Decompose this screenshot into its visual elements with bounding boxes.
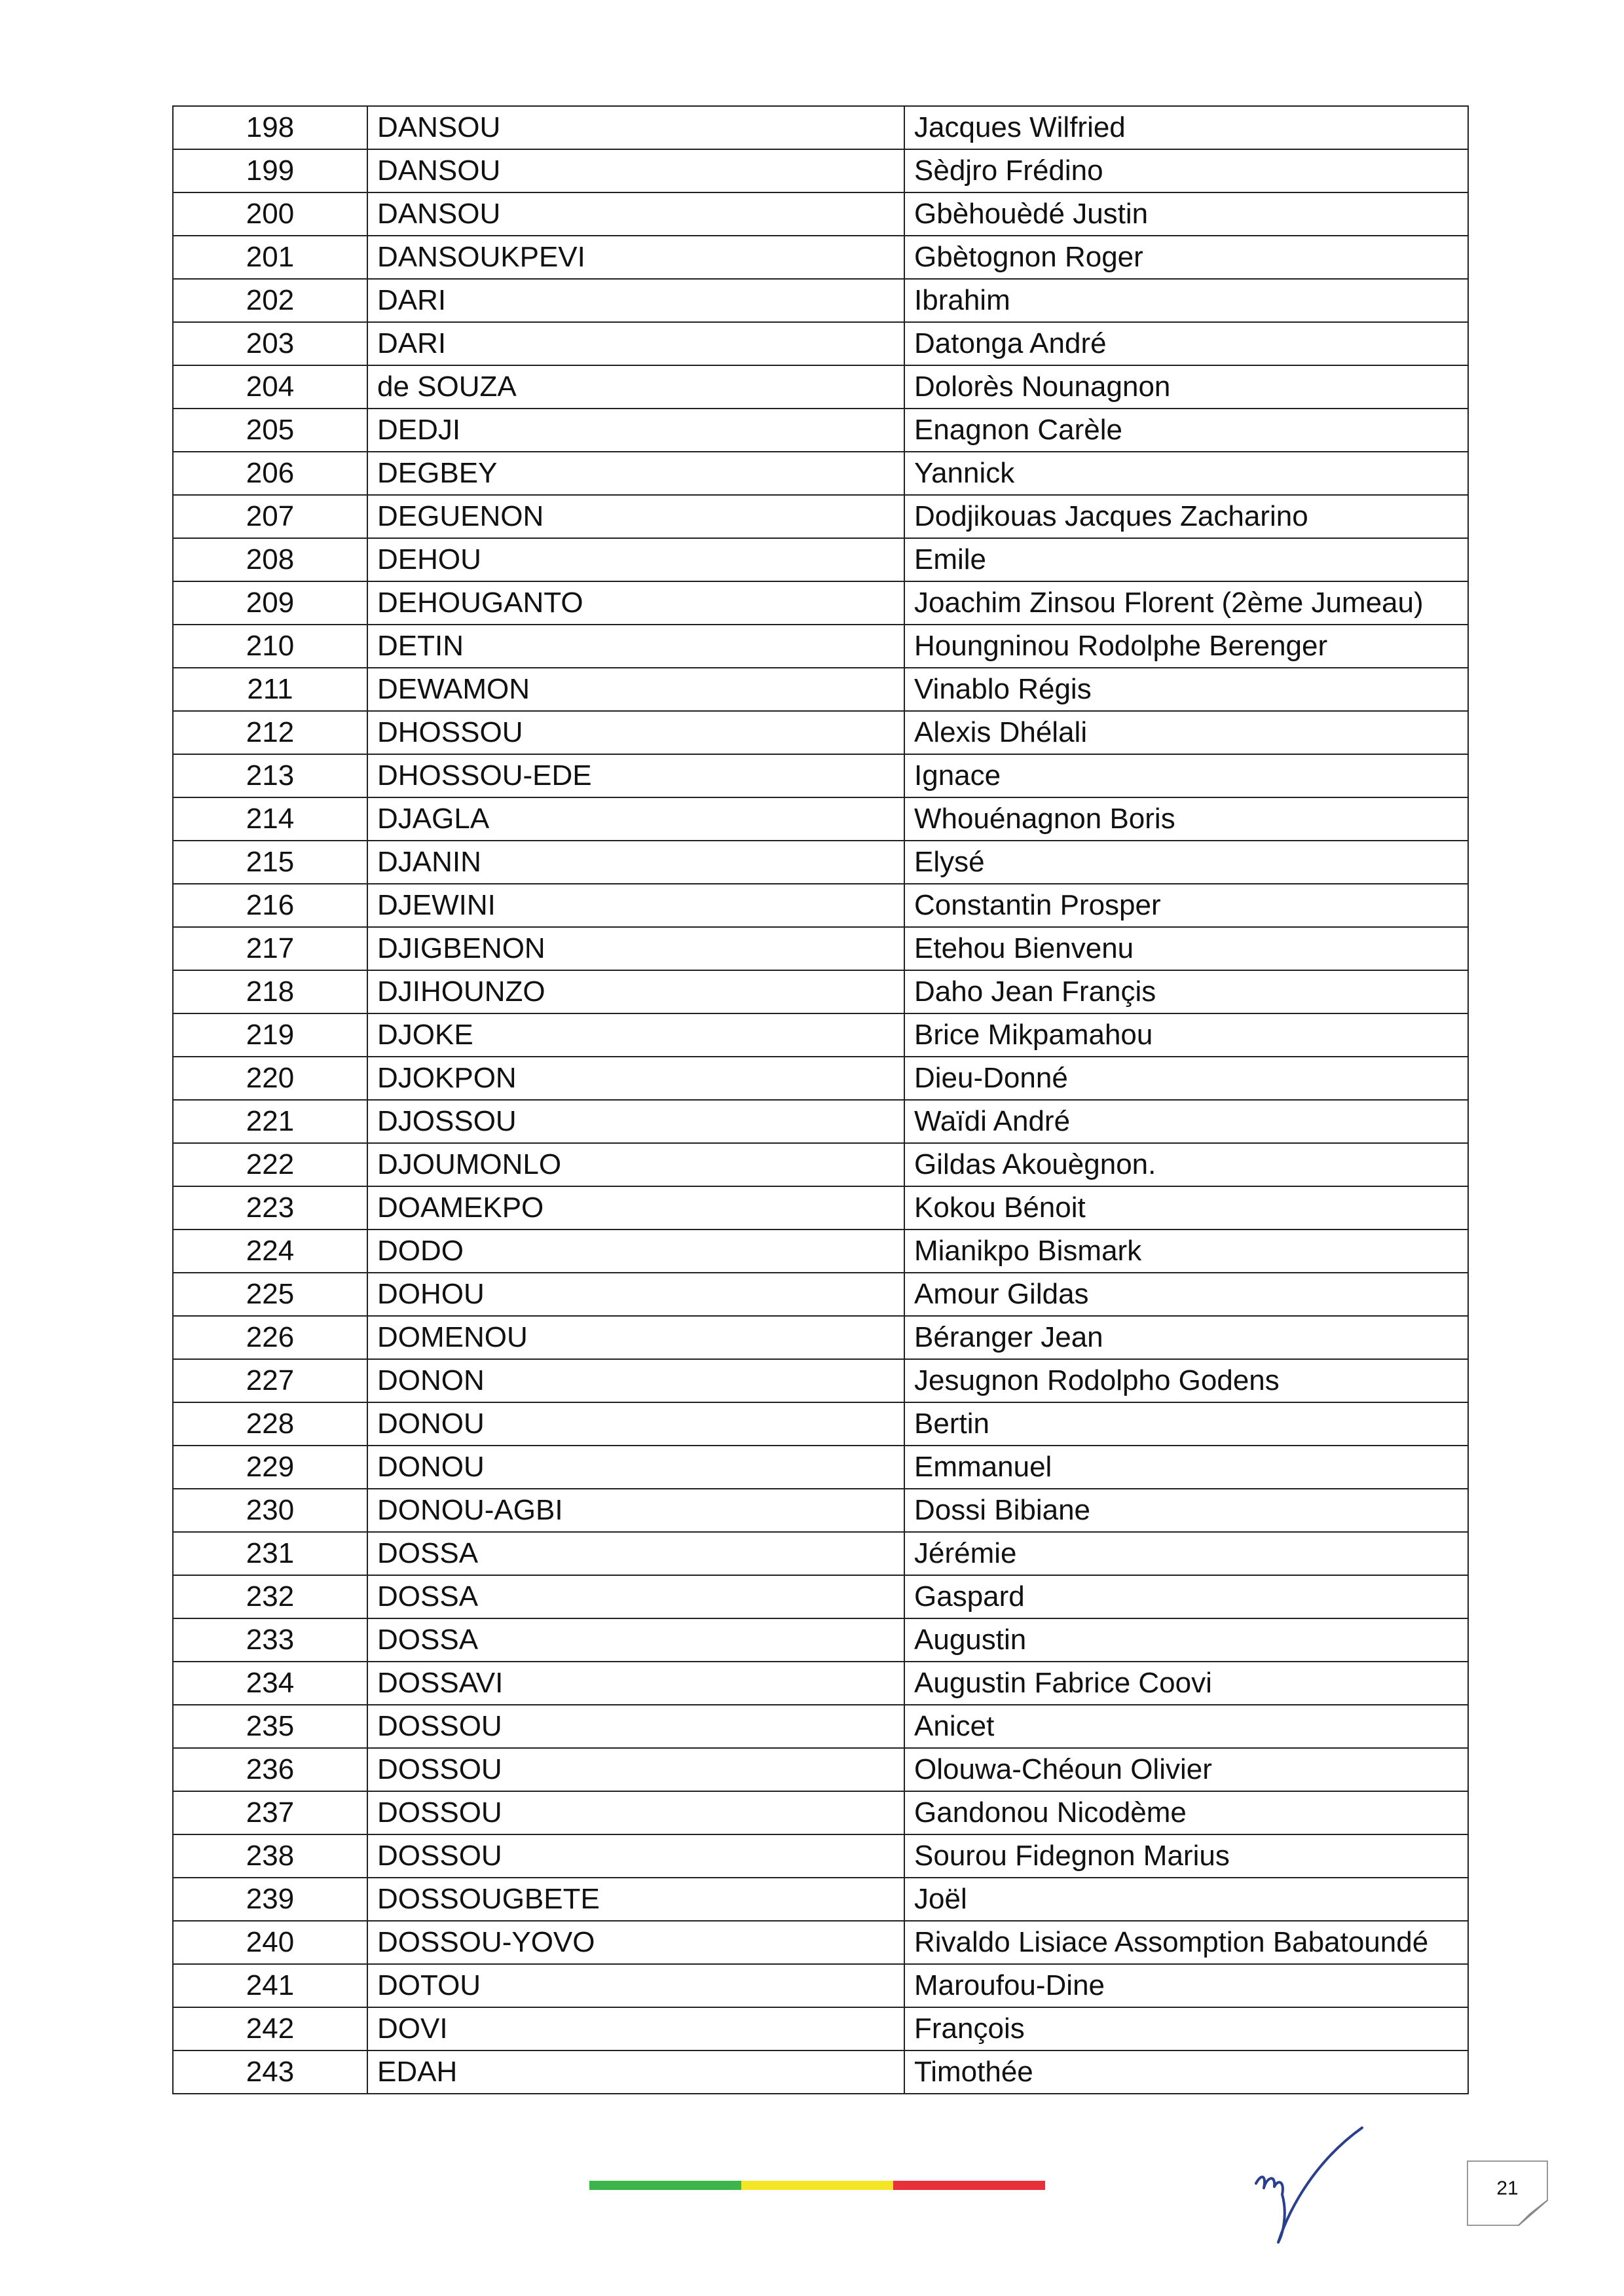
- surname-cell: EDAH: [367, 2050, 904, 2094]
- row-number-cell: 204: [173, 365, 367, 409]
- row-number-cell: 217: [173, 927, 367, 970]
- given-names-cell: Sèdjro Frédino: [904, 149, 1468, 192]
- surname-cell: DEGBEY: [367, 452, 904, 495]
- given-names-cell: Yannick: [904, 452, 1468, 495]
- page-curl-icon: [1518, 2200, 1548, 2226]
- table-row: [173, 2050, 1468, 2094]
- given-names-cell: Jacques Wilfried: [904, 106, 1468, 149]
- table-row: [173, 409, 1468, 452]
- table-row: [173, 754, 1468, 797]
- row-number-cell: 243: [173, 2050, 367, 2094]
- row-number-cell: 229: [173, 1446, 367, 1489]
- flag-yellow-stripe: [741, 2181, 893, 2190]
- given-names-cell: Gandonou Nicodème: [904, 1791, 1468, 1834]
- surname-cell: DJIGBENON: [367, 927, 904, 970]
- table-row: [173, 581, 1468, 625]
- surname-cell: DEDJI: [367, 409, 904, 452]
- table-row: [173, 452, 1468, 495]
- surname-cell: DJIHOUNZO: [367, 970, 904, 1013]
- row-number-cell: 231: [173, 1532, 367, 1575]
- table-row: [173, 1013, 1468, 1057]
- given-names-cell: Jérémie: [904, 1532, 1468, 1575]
- row-number-cell: 209: [173, 581, 367, 625]
- given-names-cell: Constantin Prosper: [904, 884, 1468, 927]
- page-number: 21: [1496, 2178, 1519, 2199]
- given-names-cell: Dieu-Donné: [904, 1057, 1468, 1100]
- given-names-cell: Béranger Jean: [904, 1316, 1468, 1359]
- surname-cell: DONOU-AGBI: [367, 1489, 904, 1532]
- surname-cell: de SOUZA: [367, 365, 904, 409]
- given-names-cell: Rivaldo Lisiace Assomption Babatoundé: [904, 1921, 1468, 1964]
- row-number-cell: 215: [173, 841, 367, 884]
- table-row: [173, 192, 1468, 236]
- table-row: [173, 1618, 1468, 1662]
- given-names-cell: Amour Gildas: [904, 1273, 1468, 1316]
- surname-cell: DODO: [367, 1230, 904, 1273]
- given-names-cell: Enagnon Carèle: [904, 409, 1468, 452]
- row-number-cell: 237: [173, 1791, 367, 1834]
- table-row: [173, 1791, 1468, 1834]
- given-names-cell: Waïdi André: [904, 1100, 1468, 1143]
- surname-cell: DEHOUGANTO: [367, 581, 904, 625]
- row-number-cell: 236: [173, 1748, 367, 1791]
- row-number-cell: 212: [173, 711, 367, 754]
- row-number-cell: 202: [173, 279, 367, 322]
- row-number-cell: 240: [173, 1921, 367, 1964]
- surname-cell: DOSSA: [367, 1532, 904, 1575]
- given-names-cell: Ibrahim: [904, 279, 1468, 322]
- flag-color-bar: [589, 2181, 1045, 2190]
- surname-cell: DJAGLA: [367, 797, 904, 841]
- row-number-cell: 205: [173, 409, 367, 452]
- given-names-cell: Elysé: [904, 841, 1468, 884]
- table-row: [173, 668, 1468, 711]
- surname-cell: DOSSOU: [367, 1705, 904, 1748]
- surname-cell: DANSOU: [367, 106, 904, 149]
- row-number-cell: 230: [173, 1489, 367, 1532]
- given-names-cell: Houngninou Rodolphe Berenger: [904, 625, 1468, 668]
- row-number-cell: 213: [173, 754, 367, 797]
- table-row: [173, 1186, 1468, 1230]
- table-row: [173, 1489, 1468, 1532]
- given-names-cell: François: [904, 2007, 1468, 2050]
- table-row: [173, 1446, 1468, 1489]
- given-names-cell: Gildas Akouègnon.: [904, 1143, 1468, 1186]
- given-names-cell: Dolorès Nounagnon: [904, 365, 1468, 409]
- row-number-cell: 206: [173, 452, 367, 495]
- given-names-cell: Gbètognon Roger: [904, 236, 1468, 279]
- flag-red-stripe: [893, 2181, 1045, 2190]
- surname-cell: DETIN: [367, 625, 904, 668]
- row-number-cell: 216: [173, 884, 367, 927]
- surname-cell: DOSSOU: [367, 1834, 904, 1878]
- row-number-cell: 235: [173, 1705, 367, 1748]
- table-row: [173, 1057, 1468, 1100]
- surname-cell: DJEWINI: [367, 884, 904, 927]
- surname-cell: DOAMEKPO: [367, 1186, 904, 1230]
- table-row: [173, 797, 1468, 841]
- given-names-cell: Etehou Bienvenu: [904, 927, 1468, 970]
- row-number-cell: 222: [173, 1143, 367, 1186]
- row-number-cell: 220: [173, 1057, 367, 1100]
- row-number-cell: 242: [173, 2007, 367, 2050]
- given-names-cell: Datonga André: [904, 322, 1468, 365]
- given-names-cell: Brice Mikpamahou: [904, 1013, 1468, 1057]
- given-names-cell: Emmanuel: [904, 1446, 1468, 1489]
- surname-cell: DOVI: [367, 2007, 904, 2050]
- surname-cell: DEHOU: [367, 538, 904, 581]
- row-number-cell: 200: [173, 192, 367, 236]
- table-row: [173, 711, 1468, 754]
- row-number-cell: 207: [173, 495, 367, 538]
- given-names-cell: Joachim Zinsou Florent (2ème Jumeau): [904, 581, 1468, 625]
- given-names-cell: Vinablo Régis: [904, 668, 1468, 711]
- surname-cell: DANSOUKPEVI: [367, 236, 904, 279]
- surname-cell: DOTOU: [367, 1964, 904, 2007]
- table-row: [173, 884, 1468, 927]
- table-row: [173, 1100, 1468, 1143]
- surname-cell: DONOU: [367, 1402, 904, 1446]
- table-row: [173, 1964, 1468, 2007]
- table-row: [173, 1834, 1468, 1878]
- surname-cell: DHOSSOU-EDE: [367, 754, 904, 797]
- row-number-cell: 224: [173, 1230, 367, 1273]
- given-names-cell: Sourou Fidegnon Marius: [904, 1834, 1468, 1878]
- surname-cell: DARI: [367, 279, 904, 322]
- given-names-cell: Bertin: [904, 1402, 1468, 1446]
- table-row: [173, 841, 1468, 884]
- page-number-box: [1467, 2160, 1548, 2226]
- surname-cell: DOSSA: [367, 1575, 904, 1618]
- surname-cell: DOMENOU: [367, 1316, 904, 1359]
- given-names-cell: Daho Jean Françis: [904, 970, 1468, 1013]
- table-row: [173, 927, 1468, 970]
- surname-cell: DARI: [367, 322, 904, 365]
- given-names-cell: Ignace: [904, 754, 1468, 797]
- row-number-cell: 227: [173, 1359, 367, 1402]
- row-number-cell: 228: [173, 1402, 367, 1446]
- row-number-cell: 233: [173, 1618, 367, 1662]
- handwritten-initials-signature: [1244, 2121, 1375, 2246]
- table-row: [173, 279, 1468, 322]
- table-row: [173, 1230, 1468, 1273]
- table-row: [173, 538, 1468, 581]
- given-names-cell: Dossi Bibiane: [904, 1489, 1468, 1532]
- row-number-cell: 223: [173, 1186, 367, 1230]
- table-row: [173, 149, 1468, 192]
- given-names-cell: Augustin Fabrice Coovi: [904, 1662, 1468, 1705]
- given-names-cell: Whouénagnon Boris: [904, 797, 1468, 841]
- surname-cell: DOSSOU: [367, 1748, 904, 1791]
- surname-cell: DOSSA: [367, 1618, 904, 1662]
- given-names-cell: Jesugnon Rodolpho Godens: [904, 1359, 1468, 1402]
- given-names-cell: Gaspard: [904, 1575, 1468, 1618]
- table-row: [173, 495, 1468, 538]
- surname-cell: DJOKE: [367, 1013, 904, 1057]
- table-row: [173, 1878, 1468, 1921]
- flag-green-stripe: [589, 2181, 741, 2190]
- table-row: [173, 1359, 1468, 1402]
- row-number-cell: 241: [173, 1964, 367, 2007]
- name-list-table: [172, 105, 1469, 2094]
- row-number-cell: 208: [173, 538, 367, 581]
- table-row: [173, 1921, 1468, 1964]
- given-names-cell: Anicet: [904, 1705, 1468, 1748]
- row-number-cell: 232: [173, 1575, 367, 1618]
- row-number-cell: 211: [173, 668, 367, 711]
- table-row: [173, 322, 1468, 365]
- row-number-cell: 203: [173, 322, 367, 365]
- surname-cell: DHOSSOU: [367, 711, 904, 754]
- table-row: [173, 1748, 1468, 1791]
- table-row: [173, 1532, 1468, 1575]
- row-number-cell: 234: [173, 1662, 367, 1705]
- table-row: [173, 970, 1468, 1013]
- given-names-cell: Kokou Bénoit: [904, 1186, 1468, 1230]
- table-row: [173, 1273, 1468, 1316]
- surname-cell: DOSSOU-YOVO: [367, 1921, 904, 1964]
- row-number-cell: 239: [173, 1878, 367, 1921]
- surname-cell: DOSSAVI: [367, 1662, 904, 1705]
- table-row: [173, 1575, 1468, 1618]
- given-names-cell: Mianikpo Bismark: [904, 1230, 1468, 1273]
- given-names-cell: Joël: [904, 1878, 1468, 1921]
- table-row: [173, 1705, 1468, 1748]
- given-names-cell: Maroufou-Dine: [904, 1964, 1468, 2007]
- given-names-cell: Dodjikouas Jacques Zacharino: [904, 495, 1468, 538]
- surname-cell: DEWAMON: [367, 668, 904, 711]
- row-number-cell: 221: [173, 1100, 367, 1143]
- row-number-cell: 210: [173, 625, 367, 668]
- name-list-body: [173, 106, 1468, 2094]
- surname-cell: DJOUMONLO: [367, 1143, 904, 1186]
- given-names-cell: Olouwa-Chéoun Olivier: [904, 1748, 1468, 1791]
- row-number-cell: 238: [173, 1834, 367, 1878]
- table-row: [173, 625, 1468, 668]
- given-names-cell: Timothée: [904, 2050, 1468, 2094]
- given-names-cell: Alexis Dhélali: [904, 711, 1468, 754]
- surname-cell: DEGUENON: [367, 495, 904, 538]
- table-row: [173, 1143, 1468, 1186]
- surname-cell: DONON: [367, 1359, 904, 1402]
- surname-cell: DJOSSOU: [367, 1100, 904, 1143]
- row-number-cell: 199: [173, 149, 367, 192]
- surname-cell: DONOU: [367, 1446, 904, 1489]
- row-number-cell: 214: [173, 797, 367, 841]
- table-row: [173, 1316, 1468, 1359]
- given-names-cell: Emile: [904, 538, 1468, 581]
- table-row: [173, 1662, 1468, 1705]
- table-row: [173, 2007, 1468, 2050]
- surname-cell: DOSSOU: [367, 1791, 904, 1834]
- surname-cell: DJOKPON: [367, 1057, 904, 1100]
- table-row: [173, 365, 1468, 409]
- given-names-cell: Gbèhouèdé Justin: [904, 192, 1468, 236]
- row-number-cell: 198: [173, 106, 367, 149]
- surname-cell: DANSOU: [367, 192, 904, 236]
- given-names-cell: Augustin: [904, 1618, 1468, 1662]
- surname-cell: DANSOU: [367, 149, 904, 192]
- table-row: [173, 236, 1468, 279]
- surname-cell: DOSSOUGBETE: [367, 1878, 904, 1921]
- row-number-cell: 201: [173, 236, 367, 279]
- row-number-cell: 218: [173, 970, 367, 1013]
- table-row: [173, 1402, 1468, 1446]
- surname-cell: DOHOU: [367, 1273, 904, 1316]
- surname-cell: DJANIN: [367, 841, 904, 884]
- row-number-cell: 225: [173, 1273, 367, 1316]
- row-number-cell: 226: [173, 1316, 367, 1359]
- table-row: [173, 106, 1468, 149]
- row-number-cell: 219: [173, 1013, 367, 1057]
